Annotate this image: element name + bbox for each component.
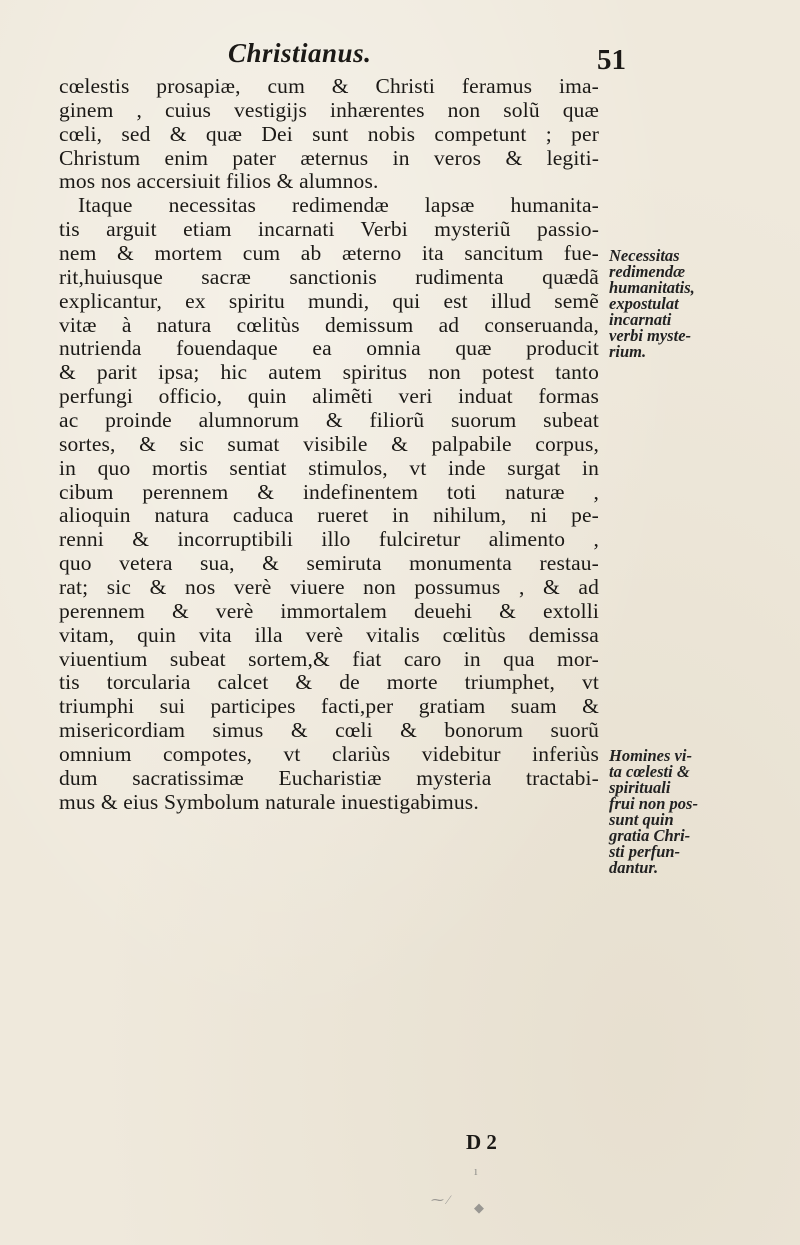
ink-smudge: ◆	[474, 1200, 484, 1215]
margin-note-line: expostulat	[609, 294, 679, 313]
text-line: explicantur, ex spiritu mundi, qui est illud semẽ	[59, 288, 599, 313]
text-line: omnium compotes, vt clariùs videbitur inferiùs	[59, 742, 599, 767]
text-line: tis arguit etiam incarnati Verbi mysteriũ passio-	[59, 217, 599, 242]
text-line: nutrienda fouendaque ea omnia quæ producit	[59, 336, 599, 361]
text-line: cibum perennem & indefinentem toti naturæ ,	[59, 479, 599, 504]
text-line: cœli, sed & quæ Dei sunt nobis competunt ; per	[59, 121, 599, 146]
text-line: rit,huiusque sacræ sanctionis rudimenta quædã	[59, 264, 599, 289]
text-line: quo vetera sua, & semiruta monumenta restau-	[59, 551, 599, 576]
text-line: triumphi sui participes facti,per gratiam suam &	[59, 694, 599, 719]
margin-note-line: humanitatis,	[609, 278, 695, 297]
margin-note-line: rium.	[609, 342, 647, 361]
margin-note-line: ta cœlesti &	[609, 762, 690, 781]
main-text-block	[59, 75, 599, 815]
text-line: cœlestis prosapiæ, cum & Christi feramus ima-	[59, 74, 599, 98]
margin-note-necessitas	[609, 248, 787, 360]
text-line: viuentium subeat sortem,& fiat caro in qua mor-	[59, 646, 599, 671]
text-line: rat; sic & nos verè viuere non possumus , & ad	[59, 575, 599, 600]
margin-note-line: incarnati	[609, 310, 672, 329]
text-line: alioquin natura caduca rueret in nihilum, ni pe-	[59, 503, 599, 528]
text-line: Christum enim pater æternus in veros & legiti-	[59, 145, 599, 170]
ink-smudge: ⁓ ⁄	[431, 1192, 450, 1207]
margin-note-homines	[609, 748, 787, 876]
margin-note-line: sunt quin	[609, 810, 674, 829]
text-line: mus & eius Symbolum naturale inuestigabimus.	[59, 789, 479, 814]
text-line: renni & incorruptibili illo fulciretur alimento ,	[59, 527, 599, 552]
text-line: in quo mortis sentiat stimulos, vt inde surgat in	[59, 455, 599, 480]
page-number: 51	[597, 44, 626, 76]
text-line: perfungi officio, quin alimẽti veri induat formas	[59, 384, 599, 409]
text-line: dum sacratissimæ Eucharistiæ mysteria tractabi-	[59, 765, 599, 790]
margin-note-line: redimendæ	[609, 262, 686, 281]
text-line: ginem , cuius vestigijs inhærentes non solũ quæ	[59, 97, 599, 122]
margin-note-line: frui non pos-	[609, 794, 698, 813]
text-line: sortes, & sic sumat visibile & palpabile corpus,	[59, 431, 599, 456]
text-line: & parit ipsa; hic autem spiritus non potest tanto	[59, 360, 599, 385]
margin-note-line: spirituali	[609, 778, 671, 797]
text-line: nem & mortem cum ab æterno ita sancitum fue-	[59, 241, 599, 266]
margin-note-line: sti perfun-	[609, 842, 681, 861]
ink-smudge: ı	[474, 1163, 478, 1178]
text-line: tis torcularia calcet & de morte triumphet, vt	[59, 670, 599, 695]
text-line: misericordiam simus & cœli & bonorum suorũ	[59, 718, 599, 743]
running-head: Christianus.	[228, 38, 372, 68]
margin-note-line: Homines vi-	[609, 746, 692, 765]
text-line: mos nos accersiuit filios & alumnos.	[59, 169, 379, 194]
margin-note-line: gratia Chri-	[609, 826, 691, 845]
text-line: vitam, quin vita illa verè vitalis cœlitùs demissa	[59, 622, 599, 647]
margin-note-line: Necessitas	[609, 246, 680, 265]
margin-note-line: verbi myste-	[609, 326, 692, 345]
text-line: ac proinde alumnorum & filiorũ suorum subeat	[59, 408, 599, 433]
signature-mark: D 2	[466, 1130, 497, 1154]
text-line: vitæ à natura cœlitùs demissum ad conseruanda,	[59, 312, 599, 337]
text-line: perennem & verè immortalem deuehi & extolli	[59, 598, 599, 623]
text-line: Itaque necessitas redimendæ lapsæ humanita-	[78, 193, 599, 218]
margin-note-line: dantur.	[609, 858, 659, 877]
